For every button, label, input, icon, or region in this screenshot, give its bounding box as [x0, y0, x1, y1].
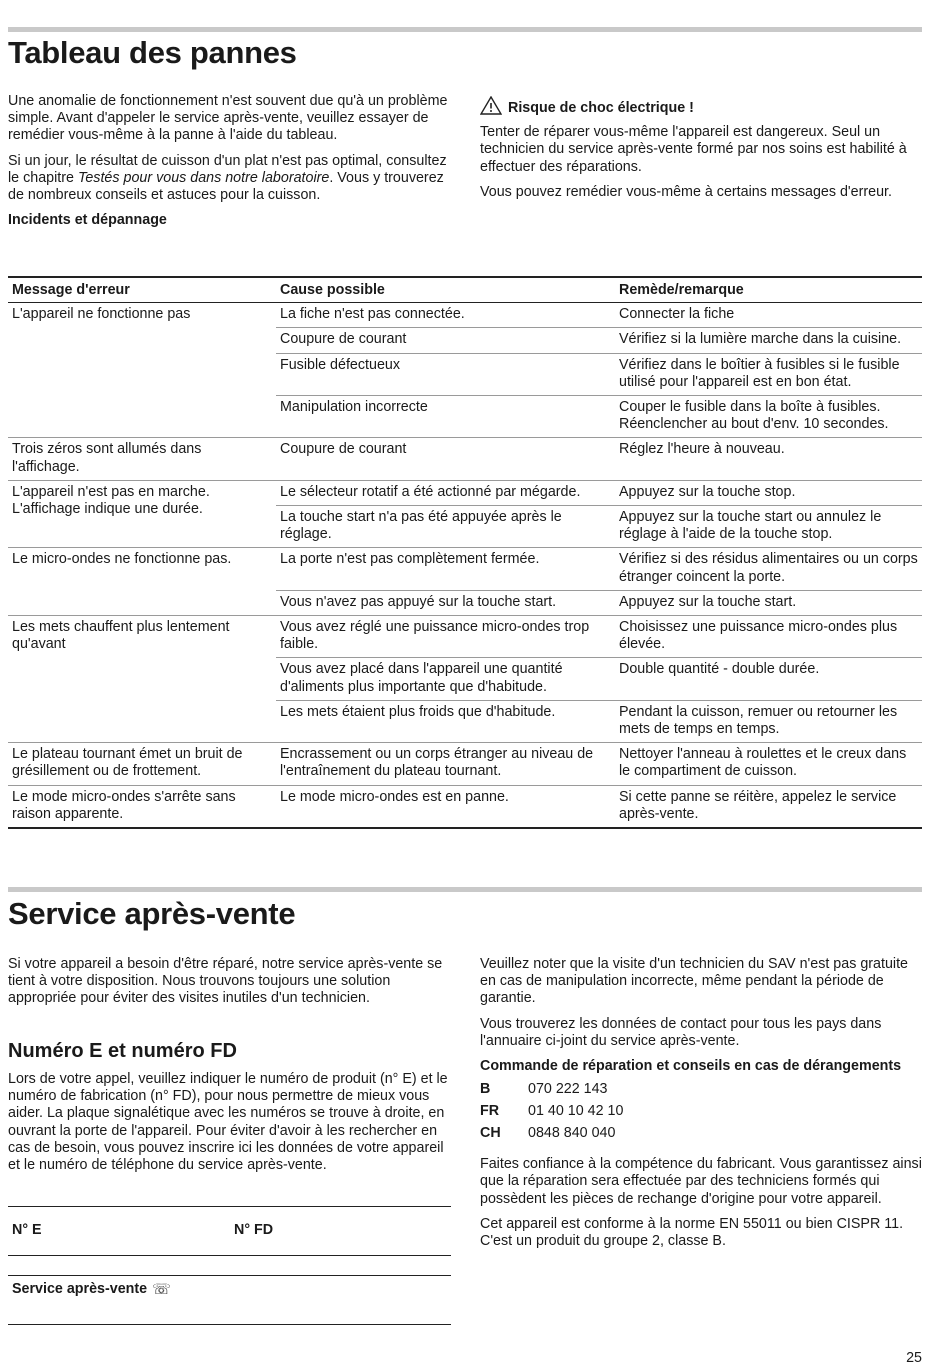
- warning-paragraph: Tenter de réparer vous-même l'appareil est dangereux. Seul un technicien du service après-vente formé par nos soins est habilité à effectuer des réparations.: [480, 124, 907, 175]
- warning-triangle-icon: [480, 96, 502, 120]
- cause-cell: Fusible défectueux: [276, 353, 615, 395]
- form-label-fd: N° FD: [234, 1222, 274, 1238]
- error-message-cell: Le mode micro-ondes s'arrête sans raison apparente.: [8, 785, 276, 828]
- remedy-cell: Appuyez sur la touche stop.: [615, 480, 922, 505]
- error-message-cell: Trois zéros sont allumés dans l'affichage.: [8, 438, 276, 480]
- table-row: [8, 548, 922, 590]
- remedy-cell: Pendant la cuisson, remuer ou retourner les mets de temps en temps.: [615, 700, 922, 742]
- cause-cell: Encrassement ou un corps étranger au niveau de l'entraînement du plateau tournant.: [276, 743, 615, 785]
- e-fd-paragraph: Lors de votre appel, veuillez indiquer le numéro de produit (n° E) et le numéro de fabrication (n° FD), pour nous permettre de mieux vous aider. La plaque signalétique avec les numéros se trouve à droite, en ouvrant la porte de l'appareil. Pour éviter d'avoir à les rechercher en cas de besoin, vous pouvez inscrire ici les données de votre appareil et le numéro de téléphone du service après-vente.: [8, 1071, 448, 1174]
- e-fd-subtitle: Numéro E et numéro FD: [8, 1040, 237, 1062]
- remedy-cell: Connecter la fiche: [615, 303, 922, 328]
- remedy-cell: Couper le fusible dans la boîte à fusibles. Réenclencher au bout d'env. 10 secondes.: [615, 396, 922, 438]
- troubleshooting-table: [8, 276, 922, 829]
- service-right-column: [480, 956, 922, 1258]
- header-remedy: Remède/remarque: [615, 277, 922, 303]
- section-title-pannes: Tableau des pannes: [8, 35, 297, 70]
- cause-cell: Le mode micro-ondes est en panne.: [276, 785, 615, 828]
- section-rule-service: [8, 887, 922, 892]
- phone-list: [480, 1078, 922, 1144]
- table-row: [8, 616, 922, 658]
- intro-left-column: [8, 93, 456, 229]
- cause-cell: Coupure de courant: [276, 328, 615, 353]
- remedy-cell: Vérifiez si la lumière marche dans la cuisine.: [615, 328, 922, 353]
- error-message-cell: Le micro-ondes ne fonctionne pas.: [8, 548, 276, 616]
- remedy-cell: Nettoyer l'anneau à roulettes et le creux dans le compartiment de cuisson.: [615, 743, 922, 785]
- form-line-3: [8, 1275, 451, 1276]
- form-line-4: [8, 1324, 451, 1325]
- cause-cell: Manipulation incorrecte: [276, 396, 615, 438]
- remedy-cell: Appuyez sur la touche start ou annulez le réglage à l'aide de la touche stop.: [615, 506, 922, 548]
- country-code: CH: [480, 1125, 501, 1142]
- service-left-column: [8, 956, 453, 1016]
- header-cause: Cause possible: [276, 277, 615, 303]
- phone-row: [480, 1122, 922, 1144]
- cause-cell: La touche start n'a pas été appuyée après le réglage.: [276, 506, 615, 548]
- cause-cell: Vous n'avez pas appuyé sur la touche start.: [276, 590, 615, 615]
- table-row: [8, 785, 922, 828]
- phone-row: [480, 1078, 922, 1100]
- remedy-cell: Vérifiez dans le boîtier à fusibles si le fusible utilisé pour l'appareil est en bon état.: [615, 353, 922, 395]
- contact-heading: Commande de réparation et conseils en cas de dérangements: [480, 1058, 902, 1075]
- warning-title: Risque de choc électrique !: [508, 99, 694, 116]
- table-row: [8, 438, 922, 480]
- lab-text-b: . Vous y trouverez de nombreux conseils et astuces pour la cuisson.: [8, 169, 444, 204]
- phone-number: 070 222 143: [528, 1081, 608, 1098]
- cause-cell: Les mets étaient plus froids que d'habitude.: [276, 700, 615, 742]
- error-message-cell: Le plateau tournant émet un bruit de grésillement ou de frottement.: [8, 743, 276, 785]
- cause-cell: La fiche n'est pas connectée.: [276, 303, 615, 328]
- phone-number: 0848 840 040: [528, 1125, 616, 1142]
- error-message-cell: L'appareil n'est pas en marche. L'affichage indique une durée.: [8, 480, 276, 548]
- norm-paragraph: Cet appareil est conforme à la norme EN 55011 ou bien CISPR 11. C'est un produit du groupe 2, classe B.: [480, 1215, 904, 1250]
- cause-cell: Vous avez placé dans l'appareil une quantité d'aliments plus importante que d'habitude.: [276, 658, 615, 700]
- cause-cell: Vous avez réglé une puissance micro-ondes trop faible.: [276, 616, 615, 658]
- service-intro-paragraph: Si votre appareil a besoin d'être réparé, notre service après-vente se tient à votre disposition. Nous trouvons toujours une solution appropriée pour éviter des visites inutiles d'un technicien.: [8, 956, 443, 1007]
- cause-cell: Le sélecteur rotatif a été actionné par mégarde.: [276, 480, 615, 505]
- telephone-icon: ☏: [152, 1281, 171, 1298]
- lab-chapter-ref: Testés pour vous dans notre laboratoire: [77, 169, 330, 186]
- e-fd-column: [8, 1071, 453, 1182]
- remedy-cell: Double quantité - double durée.: [615, 658, 922, 700]
- form-label-e: N° E: [12, 1222, 42, 1238]
- cause-cell: La porte n'est pas complètement fermée.: [276, 548, 615, 590]
- intro-paragraph: Une anomalie de fonctionnement n'est souvent due qu'à un problème simple. Avant d'appeler le service après-vente, veuillez essayer de remédier vous-même à la panne à l'aide du tableau.: [8, 93, 448, 144]
- warning-right-column: [480, 96, 920, 209]
- form-line-2: [8, 1255, 451, 1256]
- header-message: Message d'erreur: [8, 277, 276, 303]
- error-message-cell: Les mets chauffent plus lentement qu'avant: [8, 616, 276, 743]
- sav-cost-paragraph: Veuillez noter que la visite d'un technicien du SAV n'est pas gratuite en cas de manipulation incorrecte, même pendant la période de garantie.: [480, 956, 909, 1007]
- table-row: [8, 480, 922, 505]
- remedy-cell: Appuyez sur la touche start.: [615, 590, 922, 615]
- cause-cell: Coupure de courant: [276, 438, 615, 480]
- error-message-cell: L'appareil ne fonctionne pas: [8, 303, 276, 438]
- remedy-cell: Choisissez une puissance micro-ondes plus élevée.: [615, 616, 922, 658]
- section-rule-top: [8, 27, 922, 32]
- section-title-service: Service après-vente: [8, 896, 296, 931]
- service-label: Service après-vente: [12, 1281, 148, 1297]
- remedy-cell: Si cette panne se réitère, appelez le service après-vente.: [615, 785, 922, 828]
- form-line-1: [8, 1206, 451, 1207]
- table-header-row: [8, 277, 922, 303]
- page-number: 25: [906, 1350, 922, 1366]
- remedy-cell: Réglez l'heure à nouveau.: [615, 438, 922, 480]
- lab-paragraph: [8, 153, 456, 205]
- table-row: [8, 743, 922, 785]
- table-body: [8, 303, 922, 828]
- country-code: B: [480, 1081, 491, 1098]
- remedy-cell: Vérifiez si des résidus alimentaires ou un corps étranger coincent la porte.: [615, 548, 922, 590]
- table-row: [8, 303, 922, 328]
- trust-paragraph: Faites confiance à la compétence du fabricant. Vous garantissez ainsi que la réparation sera effectuée par des techniciens formés qui possèdent les pièces de rechange d'origine pour votre appareil.: [480, 1156, 922, 1207]
- table-subheading: Incidents et dépannage: [8, 212, 167, 229]
- error-messages-paragraph: Vous pouvez remédier vous-même à certains messages d'erreur.: [480, 183, 892, 200]
- form-label-service: [12, 1280, 171, 1298]
- lab-text-a: Si un jour, le résultat de cuisson d'un plat n'est pas optimal, consultez le chapitre: [8, 152, 447, 186]
- country-code: FR: [480, 1103, 500, 1120]
- warning-heading: [480, 96, 920, 120]
- directory-paragraph: Vous trouverez les données de contact pour tous les pays dans l'annuaire ci-joint du service après-vente.: [480, 1015, 882, 1049]
- phone-number: 01 40 10 42 10: [528, 1103, 624, 1120]
- phone-row: [480, 1100, 922, 1122]
